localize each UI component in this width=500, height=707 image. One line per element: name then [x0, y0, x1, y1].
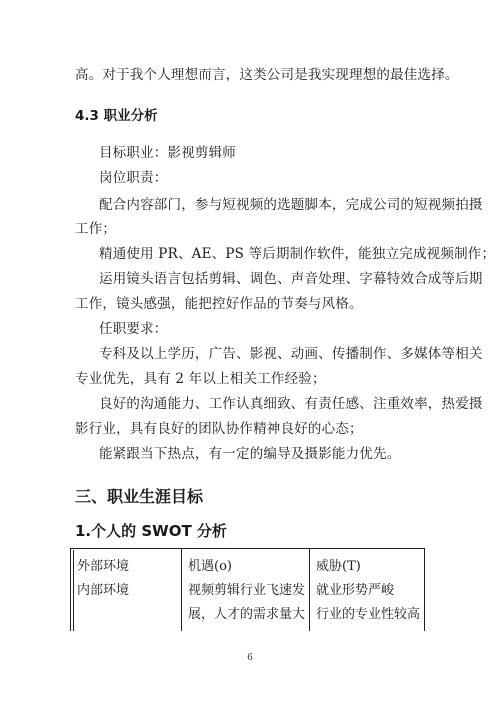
paragraph-line: 目标职业：影视剪辑师 [99, 145, 236, 161]
paragraph-line: 任职要求： [99, 321, 168, 337]
swot-cell-text: 机遇(o) [188, 559, 232, 574]
page-number: 6 [247, 653, 253, 663]
table-double-border [73, 550, 76, 631]
paragraph-line: 能紧跟当下热点，有一定的编导及摄影能力优先。 [99, 446, 401, 462]
swot-table [70, 548, 425, 631]
swot-cell-text: 内部环境 [77, 583, 130, 598]
paragraph-line: 岗位职责： [99, 170, 168, 186]
swot-cell-environment [71, 549, 182, 632]
paragraph-line: 影行业，具有良好的团队协作精神良好的心态； [75, 421, 363, 437]
swot-cell-text: 展，人才的需求量大 [188, 607, 306, 622]
swot-cell-text: 行业的专业性较高 [316, 607, 421, 622]
swot-cell-threats [310, 549, 425, 632]
swot-cell-text: 视频剪辑行业飞速发 [188, 583, 306, 598]
swot-cell-text: 威胁(T) [316, 559, 361, 574]
section-heading-career-goals: 三、职业生涯目标 [75, 487, 204, 506]
swot-cell-text: 就业形势严峻 [316, 583, 395, 598]
paragraph-line: 配合内容部门，参与短视频的选题脚本，完成公司的短视频拍摄 [99, 197, 483, 213]
table-row [71, 549, 425, 632]
swot-cell-text: 外部环境 [77, 559, 130, 574]
paragraph-line: 精通使用 PR、AE、PS 等后期制作软件，能独立完成视频制作； [99, 246, 496, 262]
paragraph-line: 专科及以上学历，广告、影视、动画、传播制作、多媒体等相关 [99, 346, 483, 362]
section-heading-swot: 1.个人的 SWOT 分析 [75, 522, 227, 540]
paragraph-line: 运用镜头语言包括剪辑、调色、声音处理、字幕特效合成等后期 [99, 271, 483, 287]
swot-cell-opportunities [182, 549, 310, 632]
paragraph-line: 专业优先，具有 2 年以上相关工作经验； [75, 371, 326, 387]
paragraph-line: 良好的沟通能力、工作认真细致、有责任感、注重效率，热爱摄 [99, 396, 483, 412]
paragraph-line: 高。对于我个人理想而言，这类公司是我实现理想的最佳选择。 [75, 67, 459, 83]
paragraph-line: 工作，镜头感强，能把控好作品的节奏与风格。 [75, 296, 363, 312]
paragraph-line: 工作； [75, 221, 117, 237]
section-heading-4-3: 4.3 职业分析 [75, 108, 158, 124]
